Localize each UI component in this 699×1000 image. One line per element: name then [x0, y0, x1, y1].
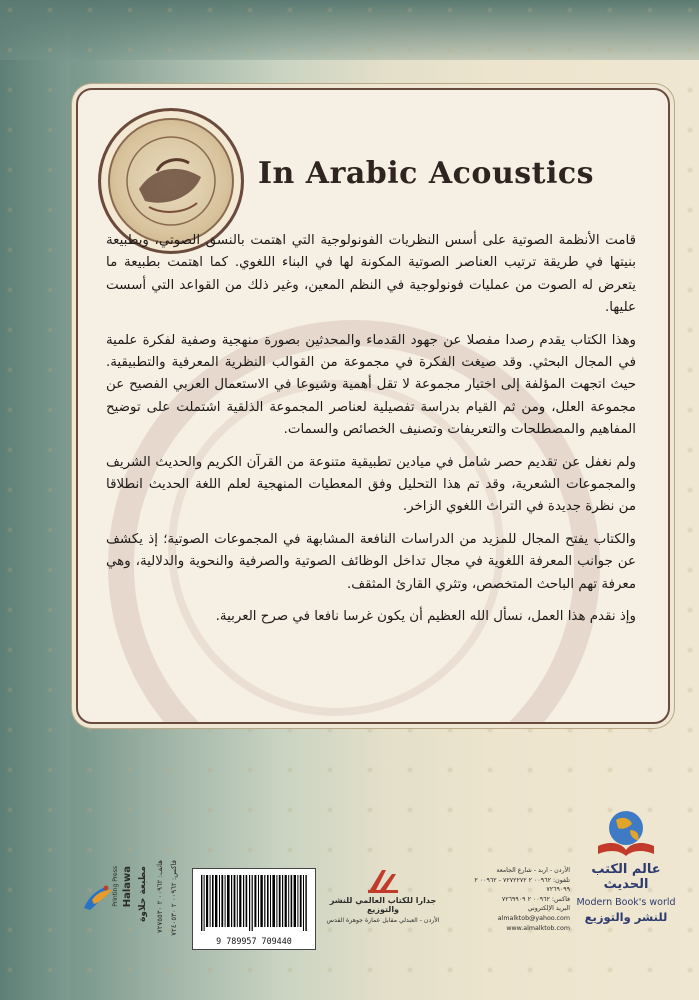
contact-line: تلفون: ٠٠٩٦٢ ٢ ٧٢٧٢٢٧٢ - ٠٠٩٦٢ ٢ ٧٢٦٩٠٩٩	[474, 876, 570, 894]
printer-sub-en: Printing Press	[112, 866, 119, 907]
description-paragraph: قامت الأنظمة الصوتية على أسس النظريات الفونولوجية التي اهتمت بالنسق الصوتي، وبطبيعة بنيتها في طريقة ترتيب العناصر الصوتية المكونة لها في البناء اللغوي. كما اهتمت بطبيعة ما يتعرض له الصوت من عمليات فونولوجية في النظم المعين، وغير ذلك من القواعد التي أسست عليها.	[106, 233, 636, 316]
barcode-icon	[201, 875, 307, 931]
printer-name-en: Halawa	[122, 866, 133, 908]
description-paragraph: وإذ نقدم هذا العمل، نسأل الله العظيم أن يكون غرسا نافعا في صرح العربية.	[215, 609, 636, 625]
distributor-mark-icon	[366, 866, 400, 894]
printer-logo	[78, 880, 132, 940]
distributor-address: الأردن - العبدلي مقابل عمارة جوهرة القدس	[326, 917, 440, 924]
contact-line: فاكس: ٠٠٩٦٢ ٢ ٧٢٦٩٩٠٩	[501, 895, 570, 903]
printer-fax: فاكس: ٠٠٩٦٢ ٢ ٧٢٤٠٥٣٠	[170, 860, 178, 936]
publisher-contact	[450, 866, 570, 933]
distributor-name: جدارا للكتاب العالمي للنشر والتوزيع	[329, 896, 437, 914]
publisher-logo	[570, 808, 682, 958]
contact-line: almalktob@yahoo.com	[497, 914, 570, 922]
book-title: In Arabic Acoustics	[258, 156, 595, 191]
description-panel	[76, 88, 670, 724]
contact-line: البريد الإلكتروني	[527, 905, 570, 913]
description-paragraph: والكتاب يفتح المجال للمزيد من الدراسات النافعة المشابهة في المجموعات الصوتية؛ إذ يكشف عن جوانب المعرفة اللغوية في مجال تداخل الوظائف الصوتية والصرفية والنحوية والدلالية، وهي معرفة تهم الباحث المتخصص، وتثري القارئ المثقف.	[106, 531, 636, 592]
distributor-logo	[318, 866, 448, 924]
isbn-barcode	[192, 868, 316, 950]
book-description	[106, 230, 636, 639]
isbn-number: 9 789957 709440	[216, 936, 292, 946]
description-paragraph: ولم نغفل عن تقديم حصر شامل في ميادين تطبيقية متنوعة من القرآن الكريم والحديث الشريف والمجموعات الشعرية، وقد تم هذا التحليل وفق المعطيات المنهجية لعلم اللغة الحديث انطلاقا من نظرة جديدة في التراث اللغوي الزاخر.	[106, 454, 636, 515]
publisher-name-en: Modern Book's world	[576, 897, 676, 908]
contact-line: الأردن - اربد - شارع الجامعة	[496, 867, 570, 874]
description-paragraph: وهذا الكتاب يقدم رصدا مفصلا عن جهود القدماء والمحدثين بصورة منهجية وصفية لفكرة علمية في المجال البحثي. وقد صيغت الفكرة في مجموعة من القوالب النظرية المعرفية والتطبيقية. حيث اتجهت المؤلفة إلى اختيار مجموعة لا تقل أهمية وشيوعا في الاستعمال العربي الفصيح عن مجموعة العلل، ومن ثم القيام بدراسة تفصيلية لعناصر المجموعة الذلقية اشتملت على توضيح المفاهيم والمصطلحات والتعريفات وتصنيف الخصائص والسمات.	[106, 332, 636, 438]
printer-phone: هاتف: ٠٠٩٦٢ ٢ ٧٢٧٥٥٣٠	[156, 860, 164, 933]
publisher-name-ar: عالم الكتب الحديث	[591, 862, 661, 892]
globe-book-icon	[594, 808, 658, 858]
halawa-bird-icon	[78, 880, 116, 914]
printer-name-ar: مطبعة حلاوة	[138, 866, 148, 922]
contact-line: www.almalktob.com	[506, 924, 570, 932]
publisher-tagline-ar: للنشر والتوزيع	[584, 910, 668, 924]
